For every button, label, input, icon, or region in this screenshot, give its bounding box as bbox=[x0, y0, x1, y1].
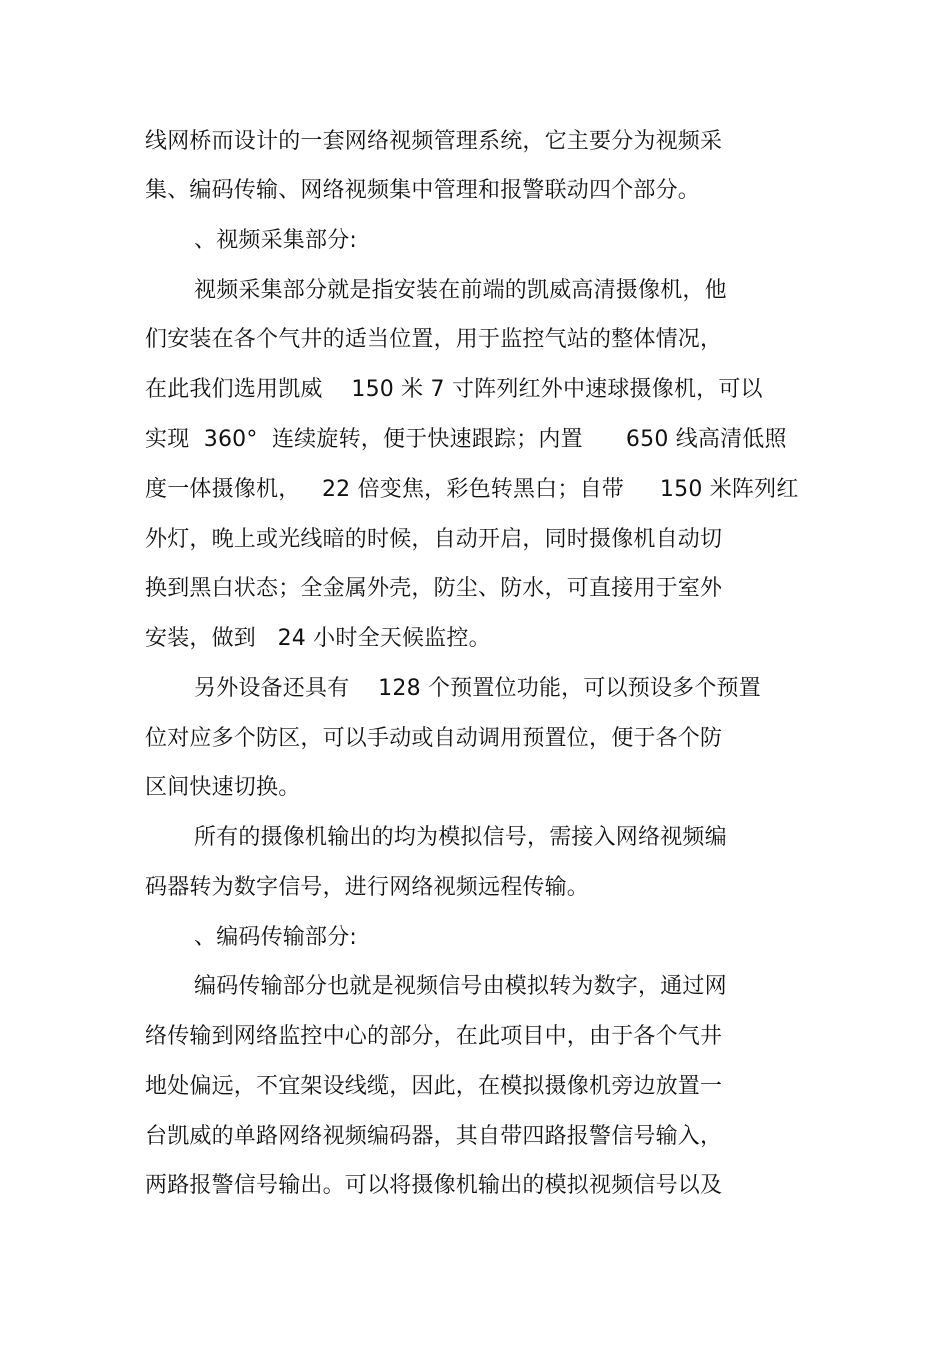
text-line: 地处偏远，不宜架设线缆，因此，在模拟摄像机旁边放置一 bbox=[145, 1074, 723, 1099]
text-line: 外灯，晚上或光线暗的时候，自动开启，同时摄像机自动切 bbox=[145, 527, 723, 552]
text-line: 区间快速切换。 bbox=[145, 775, 301, 800]
text-line: 两路报警信号输出。可以将摄像机输出的模拟视频信号以及 bbox=[145, 1173, 723, 1198]
text-line: 所有的摄像机输出的均为模拟信号，需接入网络视频编 bbox=[194, 825, 727, 850]
text-line: 台凯威的单路网络视频编码器，其自带四路报警信号输入， bbox=[145, 1124, 723, 1149]
text-line: 视频采集部分就是指安装在前端的凯威高清摄像机，他 bbox=[194, 278, 727, 303]
text-line: 们安装在各个气井的适当位置，用于监控气站的整体情况， bbox=[145, 327, 723, 352]
text-line: 编码传输部分也就是视频信号由模拟转为数字，通过网 bbox=[194, 974, 727, 999]
text-line: 线网桥而设计的一套网络视频管理系统，它主要分为视频采 bbox=[145, 129, 723, 154]
text-line: 位对应多个防区，可以手动或自动调用预置位，便于各个防 bbox=[145, 726, 723, 751]
text-line: 安装，做到 24 小时全天候监控。 bbox=[145, 626, 491, 651]
text-line: 络传输到网络监控中心的部分，在此项目中，由于各个气井 bbox=[145, 1024, 723, 1049]
text-line: 在此我们选用凯威 150 米 7 寸阵列红外中速球摄像机，可以 bbox=[145, 377, 763, 402]
text-line: 另外设备还具有 128 个预置位功能，可以预设多个预置 bbox=[194, 676, 761, 701]
text-line: 码器转为数字信号，进行网络视频远程传输。 bbox=[145, 875, 590, 900]
text-line: 度一体摄像机， 22 倍变焦，彩色转黑白；自带 150 米阵列红 bbox=[145, 477, 799, 502]
text-line: 实现 360° 连续旋转，便于快速跟踪；内置 650 线高清低照 bbox=[145, 427, 787, 452]
text-line: 集、编码传输、网络视频集中管理和报警联动四个部分。 bbox=[145, 178, 701, 203]
section-heading: 、视频采集部分: bbox=[194, 228, 358, 253]
section-heading: 、编码传输部分: bbox=[194, 925, 358, 950]
text-line: 换到黑白状态；全金属外壳，防尘、防水，可直接用于室外 bbox=[145, 576, 723, 601]
